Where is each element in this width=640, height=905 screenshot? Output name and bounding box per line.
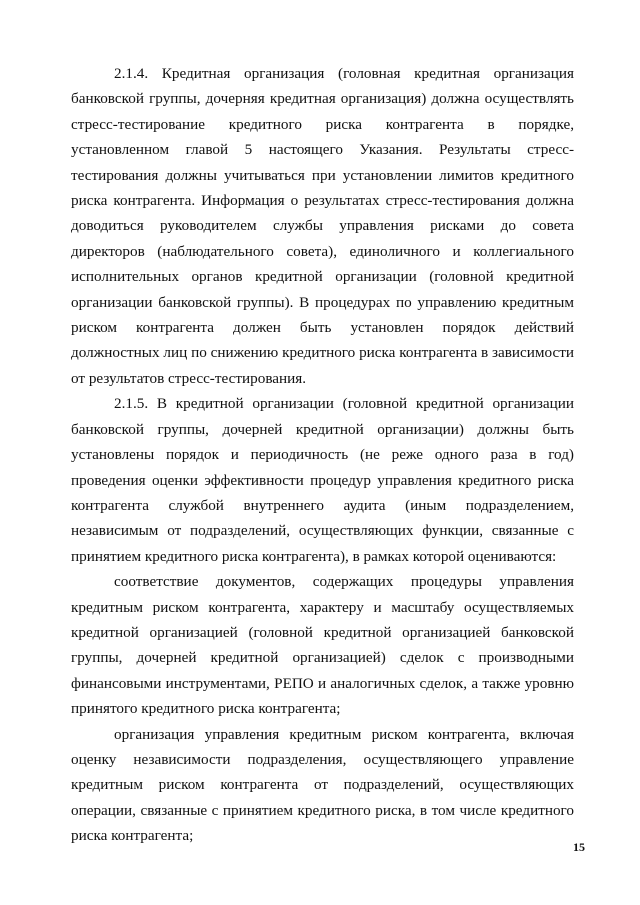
paragraph-2-1-5: 2.1.5. В кредитной организации (головной кредитной организации банковской группы, дочерней кредитной организации) должны быть установлены порядок и периодичность (не реже одного раза в год) проведения оценки эффективности процедур управления кредитного риска контрагента службой внутреннего аудита (иным подразделением, независимым от подразделений, осуществляющих функции, связанные с принятием кредитного риска контрагента), в рамках которой оцениваются:: [71, 395, 574, 565]
paragraph-documents-compliance: соответствие документов, содержащих процедуры управления кредитным риском контрагента, характеру и масштабу осуществляемых кредитной организацией (головной кредитной организацией банковской группы, дочерней кредитной организацией) сделок с производными финансовыми инструментами, РЕПО и аналогичных сделок, а также уровню принятого кредитного риска контрагента;: [71, 573, 574, 718]
page-number: 15: [573, 840, 585, 854]
document-body: [71, 61, 574, 849]
paragraph-risk-management-organization: организация управления кредитным риском контрагента, включая оценку независимости подразделения, осуществляющего управление кредитным риском контрагента от подразделений, осуществляющих операции, связанные с принятием кредитного риска, в том числе кредитного риска контрагента;: [71, 725, 574, 845]
paragraph-2-1-4: 2.1.4. Кредитная организация (головная кредитная организация банковской группы, дочерняя кредитная организация) должна осуществлять стресс-тестирование кредитного риска контрагента в порядке, установленном главой 5 настоящего Указания. Результаты стресс-тестирования должны учитываться при установлении лимитов кредитного риска контрагента. Информация о результатах стресс-тестирования должна доводиться руководителем службы управления рисками до совета директоров (наблюдательного совета), единоличного и коллегиального исполнительных органов кредитной организации (головной кредитной организации банковской группы). В процедурах по управлению кредитным риском контрагента должен быть установлен порядок действий должностных лиц по снижению кредитного риска контрагента в зависимости от результатов стресс-тестирования.: [71, 65, 574, 387]
